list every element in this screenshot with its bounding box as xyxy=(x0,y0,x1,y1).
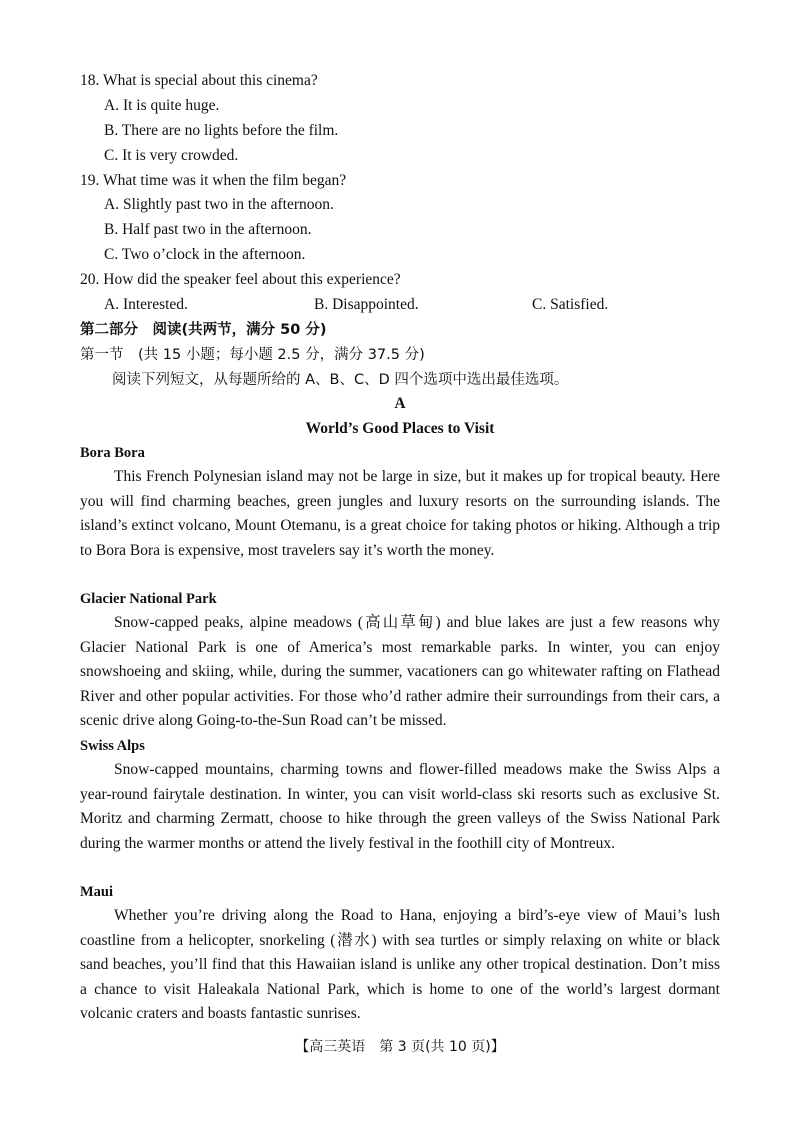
section-instruction: 阅读下列短文，从每题所给的 A、B、C、D 四个选项中选出最佳选项。 xyxy=(112,372,569,388)
question-20-stem: 20. How did the speaker feel about this experience? xyxy=(80,271,401,288)
question-20-option-c: C. Satisfied. xyxy=(532,296,609,313)
question-19-option-c: C. Two o’clock in the afternoon. xyxy=(104,246,306,263)
page-footer: 【高三英语 第 3 页(共 10 页)】 xyxy=(295,1039,505,1055)
part-title: 第二部分 阅读(共两节，满分 50 分) xyxy=(80,322,327,338)
section-subtitle: 第一节 (共 15 小题；每小题 2.5 分，满分 37.5 分) xyxy=(80,347,425,363)
question-18-stem: 18. What is special about this cinema? xyxy=(80,72,318,89)
question-18-option-b: B. There are no lights before the film. xyxy=(104,122,339,139)
question-19-option-b: B. Half past two in the afternoon. xyxy=(104,221,312,238)
place-heading-glacier: Glacier National Park xyxy=(80,591,217,607)
question-20-option-a: A. Interested. xyxy=(104,296,188,313)
place-text-bora-bora: This French Polynesian island may not be large in size, but it makes up for tropical beauty. Here you will find charming beaches, green jungles and luxury resorts on the surrounding islands. The island’s extinct volcano, Mount Otemanu, is a great choice for taking photos or hiking. Although a trip to Bora Bora is expensive, most travelers say it’s worth the money. xyxy=(80,468,720,559)
question-18-option-c: C. It is very crowded. xyxy=(104,147,239,164)
place-heading-swiss-alps: Swiss Alps xyxy=(80,738,145,754)
place-text-glacier: Snow-capped peaks, alpine meadows (高山草甸) and blue lakes are just a few reasons why Glacier National Park is one of America’s most remarkable parks. In winter, you can enjoy snowshoeing and skiing, while, during the summer, vacationers can go whitewater rafting on Flathead River and other popular activities. For those who’d rather admire their surroundings from their cars, a scenic drive along Going-to-the-Sun Road can’t be missed. xyxy=(80,614,720,729)
place-text-swiss-alps: Snow-capped mountains, charming towns and flower-filled meadows make the Swiss Alps a year-round fairytale destination. In winter, you can visit world-class ski resorts such as exclusive St. Moritz and charming Zermatt, choose to hike through the green valleys of the Swiss National Park during the warmer months or attend the lively festival in the foothill city of Montreux. xyxy=(80,761,720,852)
question-19-stem: 19. What time was it when the film began? xyxy=(80,172,347,189)
place-heading-bora-bora: Bora Bora xyxy=(80,445,145,461)
passage-label: A xyxy=(394,395,406,412)
question-18-option-a: A. It is quite huge. xyxy=(104,97,220,114)
passage-title: World’s Good Places to Visit xyxy=(305,420,495,437)
place-text-maui: Whether you’re driving along the Road to Hana, enjoying a bird’s-eye view of Maui’s lush coastline from a helicopter, snorkeling (潜水) with sea turtles or simply relaxing on white or black sand beaches, you’ll find that this Hawaiian island is unlike any other tropical destination. Don’t miss a chance to visit Haleakala National Park, which is home to one of the world’s largest dormant volcanic craters and boasts fantastic sunrises. xyxy=(80,907,720,1022)
place-heading-maui: Maui xyxy=(80,884,114,900)
question-19-option-a: A. Slightly past two in the afternoon. xyxy=(104,196,334,213)
question-20-option-b: B. Disappointed. xyxy=(314,296,419,313)
